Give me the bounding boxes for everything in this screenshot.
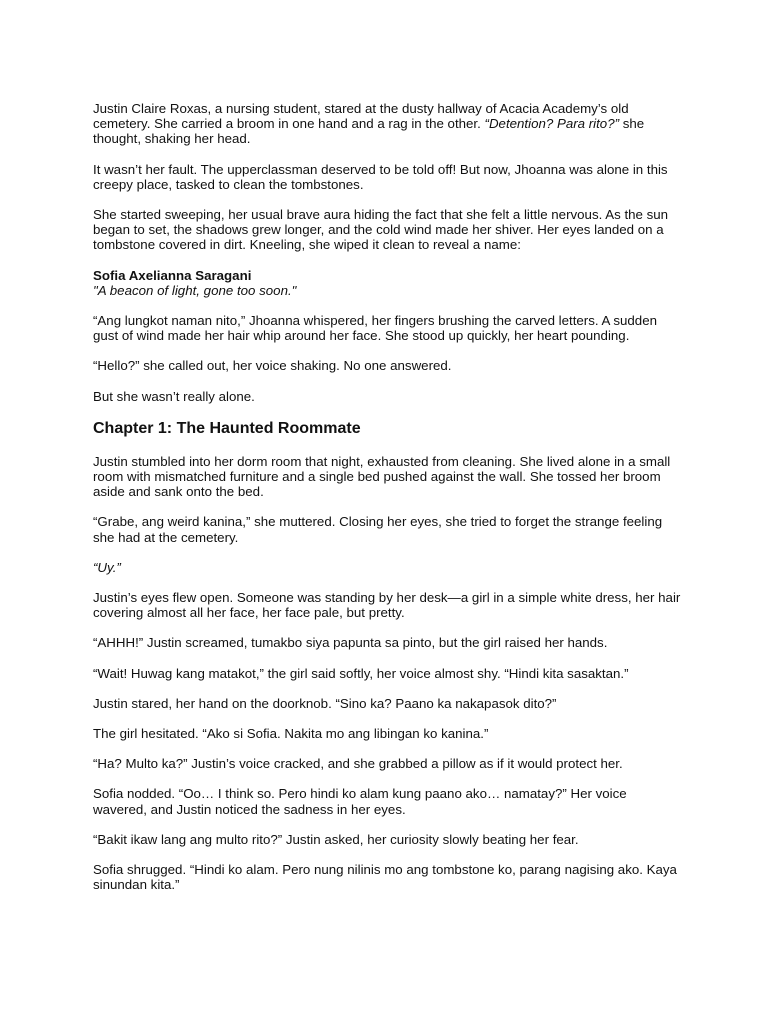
chapter-paragraph-4: Justin’s eyes flew open. Someone was standing by her desk—a girl in a simple white dress, her hair covering almost all her face, her face pale, but pretty. [93,590,681,621]
chapter-paragraph-9: “Ha? Multo ka?” Justin’s voice cracked, and she grabbed a pillow as if it would protect her. [93,756,623,772]
chapter-paragraph-7: Justin stared, her hand on the doorknob. “Sino ka? Paano ka nakapasok dito?” [93,695,557,711]
intro-paragraph-6: But she wasn’t really alone. [93,388,255,404]
chapter-paragraph-3: “Uy.” [93,559,121,575]
intro-paragraph-4: “Ang lungkot naman nito,” Jhoanna whispered, her fingers brushing the carved letters. A sudden gust of wind made her hair whip around her face. She stood up quickly, her heart pounding. [93,313,657,344]
chapter-paragraph-5: “AHHH!” Justin screamed, tumakbo siya papunta sa pinto, but the girl raised her hands. [93,635,608,651]
tombstone-name: Sofia Axelianna Saragani [93,267,252,283]
chapter-paragraph-6: “Wait! Huwag kang matakot,” the girl said softly, her voice almost shy. “Hindi kita sasaktan.” [93,665,629,681]
document-page [93,101,683,908]
chapter-paragraph-1: Justin stumbled into her dorm room that night, exhausted from cleaning. She lived alone in a small room with mismatched furniture and a single bed pushed against the wall. She tossed her broom aside and sank onto the bed. [93,453,671,500]
chapter-paragraph-11: “Bakit ikaw lang ang multo rito?” Justin asked, her curiosity slowly beating her fear. [93,831,579,847]
intro-paragraph-1-text: Justin Claire Roxas, a nursing student, stared at the dusty hallway of Acacia Academy’s old cemetery. She carried a broom in one hand and a rag in the other. [93,101,629,132]
intro-paragraph-2: It wasn’t her fault. The upperclassman deserved to be told off! But now, Jhoanna was alone in this creepy place, tasked to clean the tombstones. [93,161,668,192]
chapter-paragraph-8: The girl hesitated. “Ako si Sofia. Nakita mo ang libingan ko kanina.” [93,726,489,742]
intro-paragraph-1 [93,101,683,147]
detention-thought: “Detention? Para rito?” [484,116,620,132]
tombstone-epitaph: "A beacon of light, gone too soon." [93,282,297,298]
intro-paragraph-1-tail: she thought, shaking her head. [93,116,645,147]
chapter-paragraph-10: Sofia nodded. “Oo… I think so. Pero hindi ko alam kung paano ako… namatay?” Her voice wavered, and Justin noticed the sadness in her eyes. [93,786,627,817]
intro-paragraph-3: She started sweeping, her usual brave aura hiding the fact that she felt a little nervous. As the sun began to set, the shadows grew longer, and the cold wind made her shiver. Her eyes landed on a tombstone covered in dirt. Kneeling, she wiped it clean to reveal a name: [93,207,669,253]
chapter-paragraph-12: Sofia shrugged. “Hindi ko alam. Pero nung nilinis mo ang tombstone ko, parang nagising ako. Kaya sinundan kita.” [93,862,677,893]
intro-paragraph-5: “Hello?” she called out, her voice shaking. No one answered. [93,358,452,374]
chapter-paragraph-2: “Grabe, ang weird kanina,” she muttered. Closing her eyes, she tried to forget the strange feeling she had at the cemetery. [93,514,663,545]
chapter-heading: Chapter 1: The Haunted Roommate [93,419,361,437]
